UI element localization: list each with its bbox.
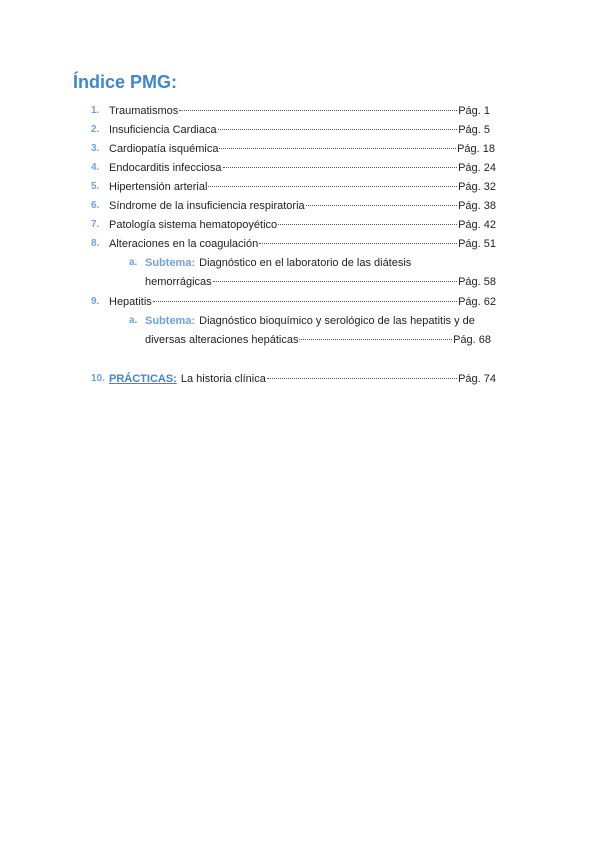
toc-entry-6[interactable] (109, 199, 496, 213)
dot-leader (278, 224, 457, 225)
toc-entry-8[interactable] (109, 237, 496, 251)
entry-number: 6. (91, 200, 100, 211)
toc-entry-9[interactable] (109, 295, 496, 309)
toc-entry-1[interactable] (109, 104, 490, 118)
dot-leader (213, 281, 457, 282)
toc-entry-3[interactable] (109, 142, 495, 156)
entry-title: Insuficiencia Cardiaca (109, 124, 217, 136)
dot-leader (218, 129, 458, 130)
dot-leader (219, 148, 456, 149)
dot-leader (267, 378, 457, 379)
entry-page: Pág. 18 (457, 143, 495, 155)
entry-page: Pág. 58 (458, 276, 496, 288)
entry-page: Pág. 51 (458, 238, 496, 250)
entry-page: Pág. 5 (458, 124, 490, 136)
entry-page: Pág. 32 (458, 181, 496, 193)
entry-number: 4. (91, 162, 100, 173)
subentry-letter: a. (129, 315, 138, 326)
dot-leader (299, 339, 452, 340)
entry-number: 5. (91, 181, 100, 192)
entry-title: Hepatitis (109, 296, 152, 308)
toc-subentry-9a-line2[interactable] (145, 333, 491, 347)
entry-page: Pág. 74 (458, 373, 496, 385)
subentry-title-line1: Diagnóstico en el laboratorio de las diátesis (199, 257, 412, 269)
entry-title: Traumatismos (109, 105, 179, 117)
practicas-link[interactable]: PRÁCTICAS: (109, 373, 177, 385)
entry-number: 7. (91, 219, 100, 230)
toc-subentry-8a-line1[interactable] (145, 256, 411, 270)
entry-number: 2. (91, 124, 100, 135)
entry-title: La historia clínica (180, 373, 266, 385)
entry-page: Pág. 42 (458, 219, 496, 231)
entry-number: 8. (91, 238, 100, 249)
entry-page: Pág. 1 (458, 105, 490, 117)
toc-entry-10[interactable] (109, 372, 496, 386)
dot-leader (208, 186, 457, 187)
dot-leader (223, 167, 458, 168)
toc-entry-5[interactable] (109, 180, 496, 194)
entry-title: Hipertensión arterial (109, 181, 208, 193)
subtema-label: Subtema: (145, 315, 196, 327)
entry-number: 3. (91, 143, 100, 154)
entry-page: Pág. 68 (453, 334, 491, 346)
toc-entry-2[interactable] (109, 123, 490, 137)
entry-page: Pág. 24 (458, 162, 496, 174)
entry-title: Síndrome de la insuficiencia respiratoria (109, 200, 305, 212)
toc-subentry-9a-line1[interactable] (145, 314, 475, 328)
dot-leader (259, 243, 457, 244)
entry-page: Pág. 62 (458, 296, 496, 308)
entry-title: Cardiopatía isquémica (109, 143, 219, 155)
entry-number: 10. (91, 373, 105, 384)
toc-entry-7[interactable] (109, 218, 496, 232)
entry-number: 9. (91, 296, 100, 307)
subentry-title-line1: Diagnóstico bioquímico y serológico de las hepatitis y de (199, 315, 475, 327)
subentry-title-line2: diversas alteraciones hepáticas (145, 334, 299, 346)
index-title: Índice PMG: (73, 72, 178, 92)
entry-title: Endocarditis infecciosa (109, 162, 222, 174)
dot-leader (153, 301, 457, 302)
entry-number: 1. (91, 105, 100, 116)
subentry-title-line2: hemorrágicas (145, 276, 212, 288)
subentry-letter: a. (129, 257, 138, 268)
entry-title: Patología sistema hematopoyético (109, 219, 278, 231)
entry-title: Alteraciones en la coagulación (109, 238, 259, 250)
dot-leader (306, 205, 457, 206)
entry-page: Pág. 38 (458, 200, 496, 212)
dot-leader (179, 110, 457, 111)
subtema-label: Subtema: (145, 257, 196, 269)
toc-entry-4[interactable] (109, 161, 496, 175)
toc-subentry-8a-line2[interactable] (145, 275, 496, 289)
